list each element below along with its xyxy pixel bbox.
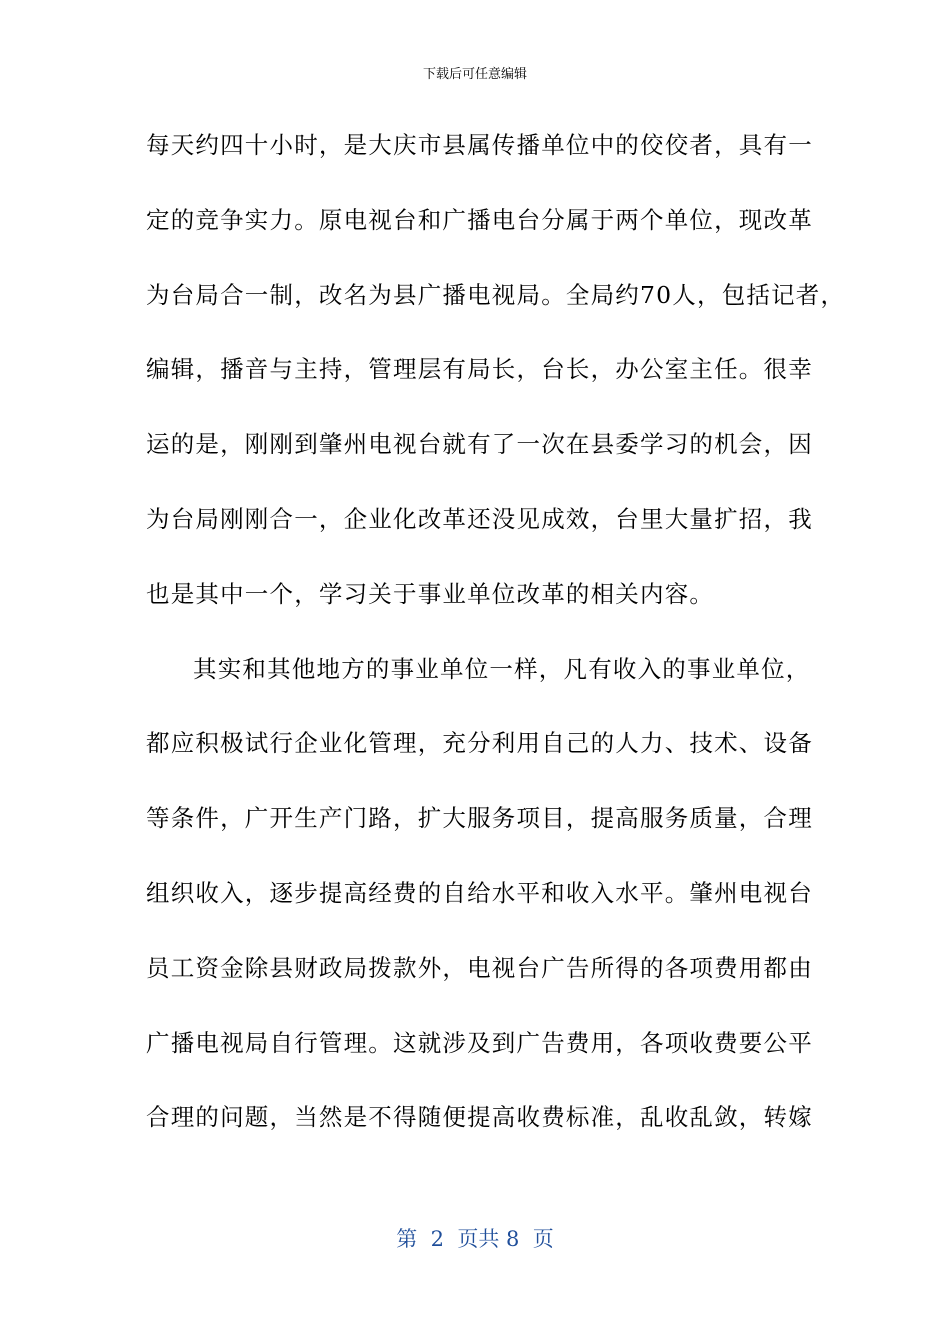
body-line: 等条件，广开生产门路，扩大服务项目，提高服务质量，合理 <box>146 804 813 833</box>
body-line: 为台局刚刚合一，企业化改革还没见成效，台里大量扩招，我 <box>146 504 813 533</box>
page-header: 下载后可任意编辑 <box>422 67 527 82</box>
body-line: 组织收入，逐步提高经费的自给水平和收入水平。肇州电视台 <box>146 878 813 907</box>
body-line: 每天约四十小时，是大庆市县属传播单位中的佼佼者，具有一 <box>146 131 813 159</box>
body-line: 都应积极试行企业化管理，充分利用自己的人力、技术、设备 <box>146 729 813 758</box>
body-line: 员工资金除县财政局拨款外，电视台广告所得的各项费用都由 <box>146 953 813 982</box>
body-line: 编辑，播音与主持，管理层有局长，台长，办公室主任。很幸 <box>146 355 813 384</box>
body-line: 广播电视局自行管理。这就涉及到广告费用，各项收费要公平 <box>146 1028 813 1057</box>
body-line: 定的竞争实力。原电视台和广播电台分属于两个单位，现改革 <box>146 205 813 234</box>
body-line: 运的是，刚刚到肇州电视台就有了一次在县委学习的机会，因 <box>146 430 813 459</box>
page-number-footer: 第 2 页共 8 页 <box>396 1227 554 1251</box>
body-line: 合理的问题，当然是不得随便提高收费标准，乱收乱敛，转嫁 <box>146 1103 813 1132</box>
body-line: 为台局合一制，改名为县广播电视局。全局约70人，包括记者， <box>146 280 846 309</box>
document-body <box>146 125 846 1172</box>
body-line: 也是其中一个，学习关于事业单位改革的相关内容。 <box>146 579 715 608</box>
paragraph-first-line: 其实和其他地方的事业单位一样，凡有收入的事业单位， <box>193 654 811 683</box>
